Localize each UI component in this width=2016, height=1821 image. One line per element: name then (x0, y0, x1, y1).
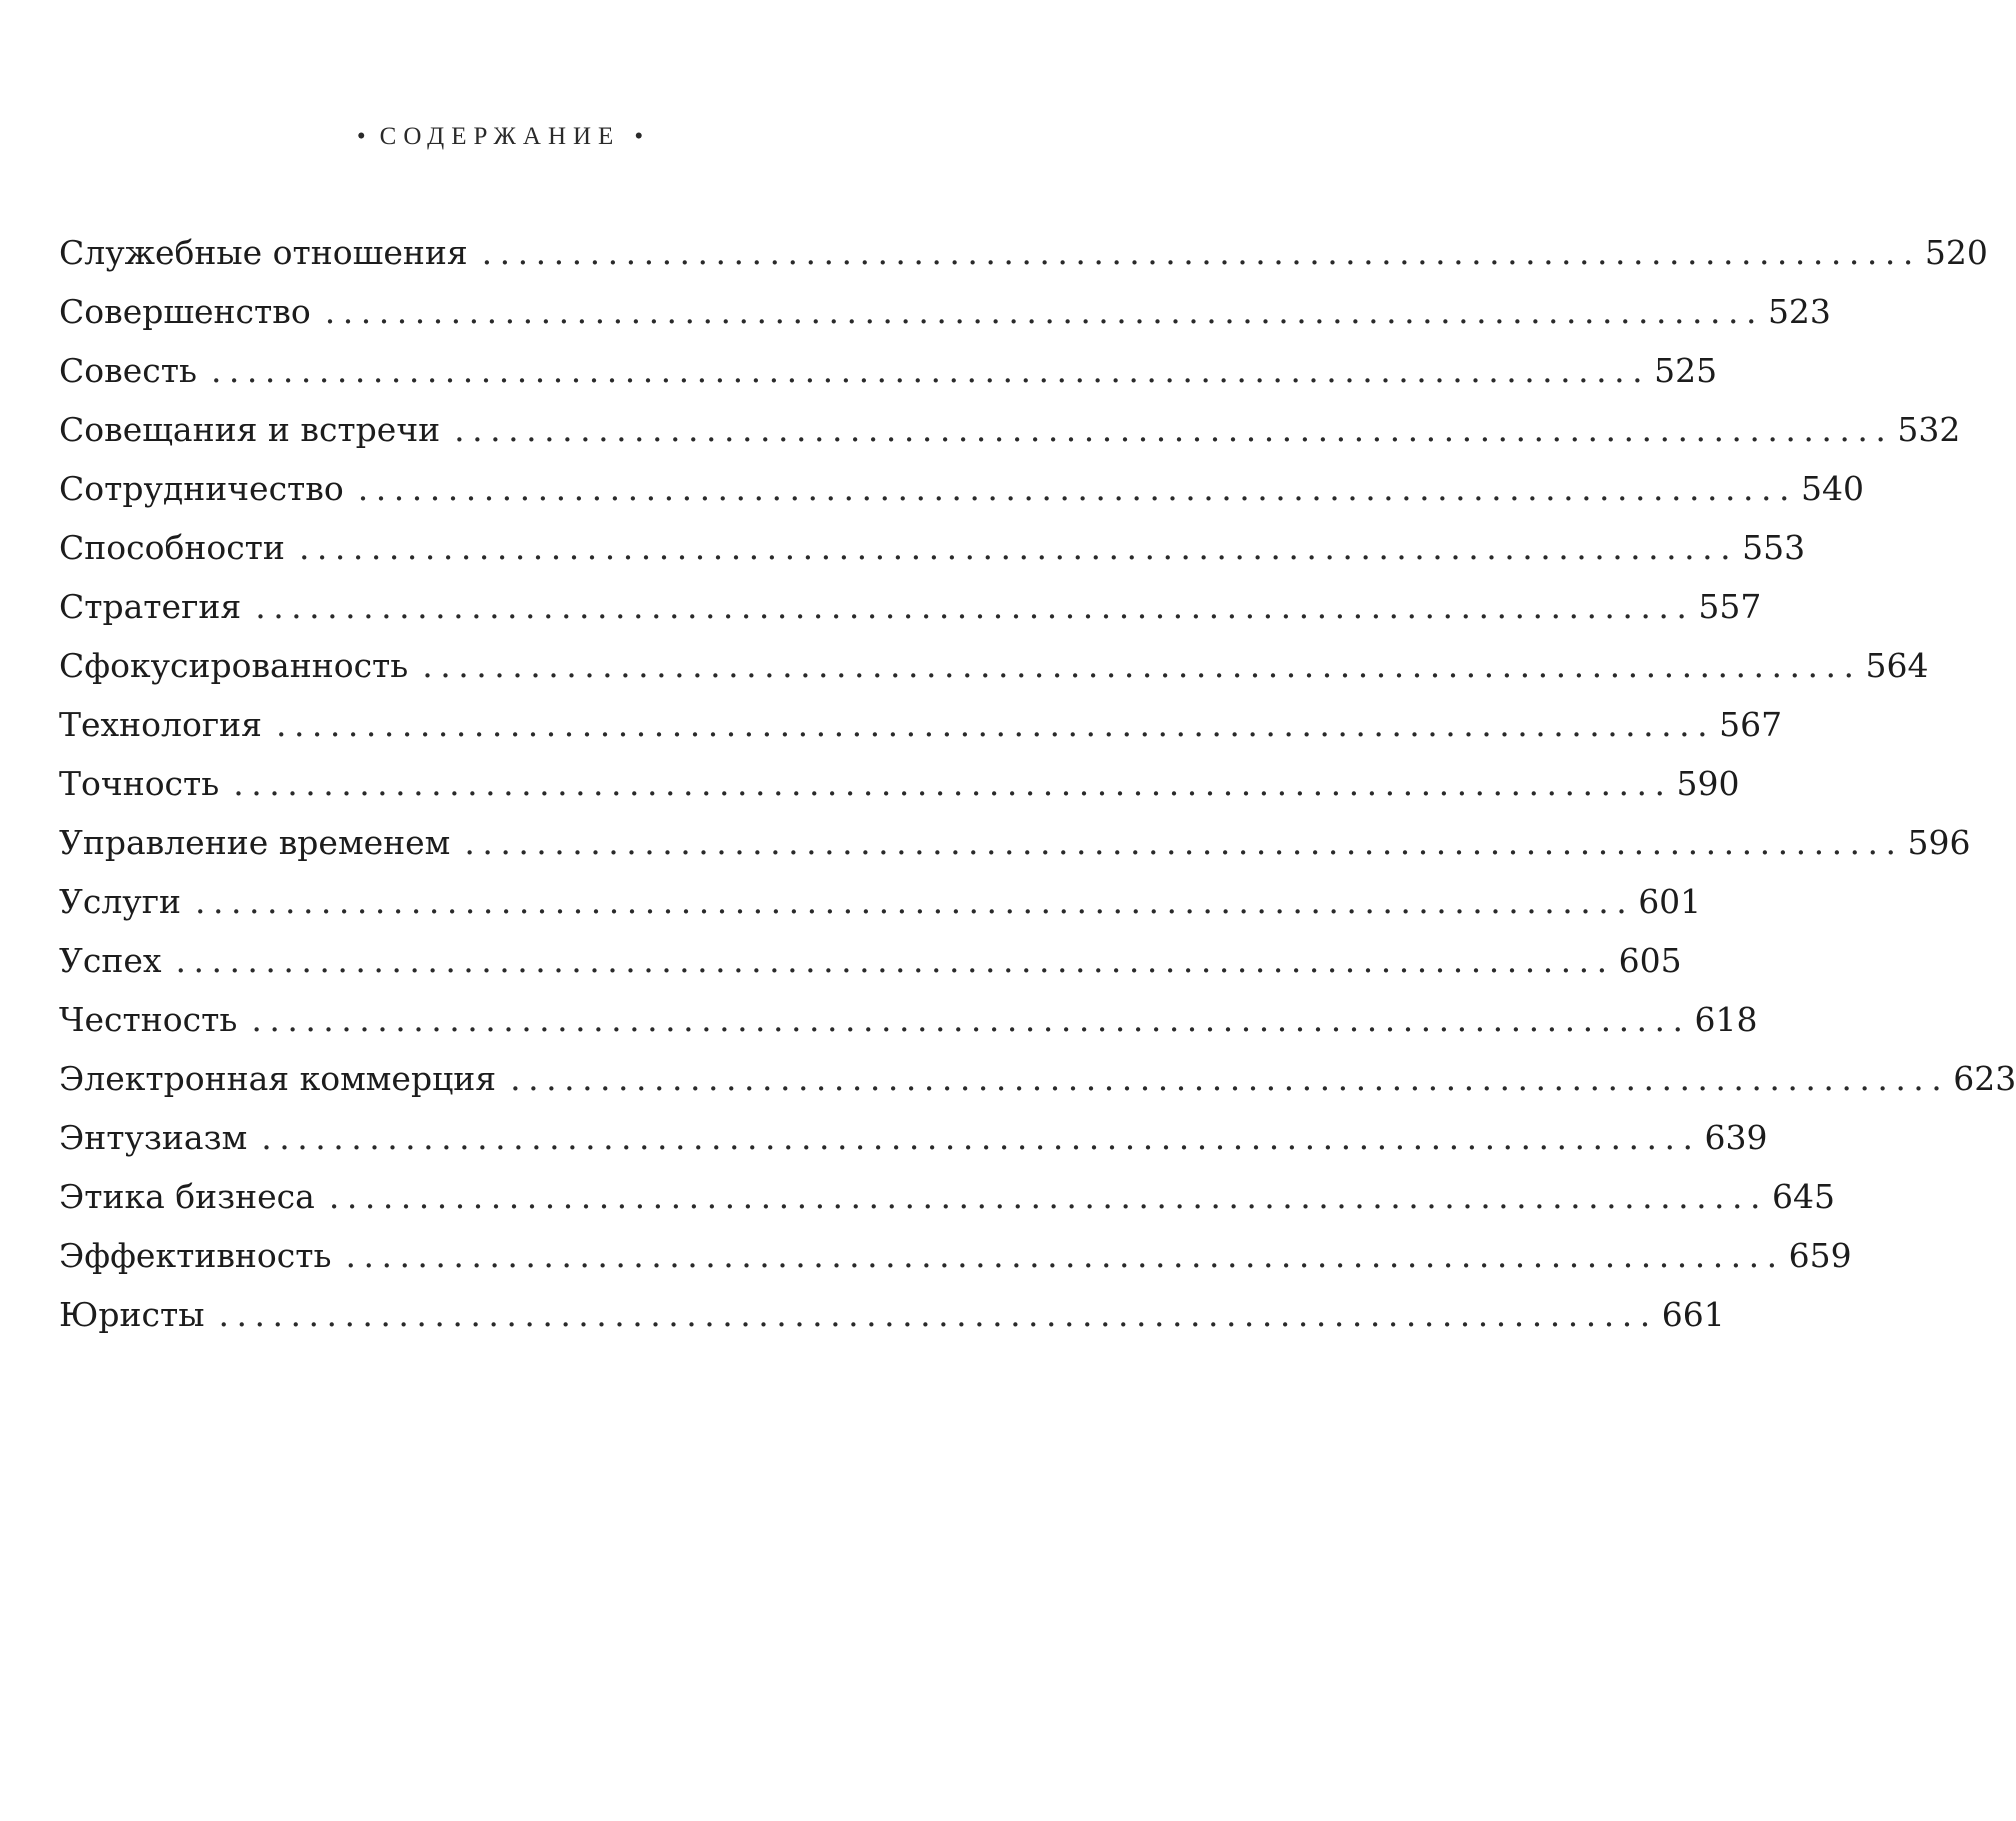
toc-entry[interactable] (59, 1055, 2016, 1114)
toc-entry[interactable] (59, 642, 1929, 701)
toc-dot-leader: ................................................................................ (464, 823, 1904, 862)
toc-dot-leader: ................................................................................ (218, 1295, 1658, 1334)
toc-dot-leader: ................................................................................ (175, 941, 1615, 980)
toc-entry-title: Сотрудничество (59, 469, 344, 508)
toc-dot-leader: ................................................................................ (275, 705, 1716, 744)
toc-entry-title: Технология (59, 705, 262, 744)
contents-header (0, 122, 1000, 152)
toc-entry[interactable] (59, 1114, 1768, 1173)
toc-dot-leader: ................................................................................ (261, 1118, 1701, 1157)
toc-entry[interactable] (59, 347, 1718, 406)
toc-dot-leader: ................................................................................ (357, 469, 1797, 508)
toc-entry-title: Совесть (59, 351, 197, 390)
toc-entry-page-number: 645 (1772, 1177, 1836, 1216)
toc-entry-page-number: 590 (1676, 764, 1740, 803)
toc-entry-page-number: 532 (1897, 410, 1961, 449)
toc-entry-title: Этика бизнеса (59, 1177, 315, 1216)
toc-entry-page-number: 540 (1800, 469, 1864, 508)
toc-dot-leader: ................................................................................ (210, 351, 1651, 390)
toc-entry-page-number: 623 (1953, 1059, 2016, 1098)
toc-entry[interactable] (59, 878, 1702, 937)
toc-dot-leader: ................................................................................ (481, 233, 1921, 272)
toc-entry-title: Успех (59, 941, 162, 980)
toc-dot-leader: ................................................................................ (233, 764, 1673, 803)
toc-dot-leader: ................................................................................ (454, 410, 1894, 449)
toc-entry-title: Совещания и встречи (59, 410, 441, 449)
toc-dot-leader: ................................................................................ (422, 646, 1862, 685)
toc-dot-leader: ................................................................................ (345, 1236, 1785, 1275)
toc-dot-leader: ................................................................................ (328, 1177, 1769, 1216)
toc-entry-title: Сфокусированность (59, 646, 409, 685)
toc-dot-leader: ................................................................................ (255, 587, 1695, 626)
toc-entry[interactable] (59, 229, 1988, 288)
toc-entry[interactable] (59, 996, 1758, 1055)
toc-entry[interactable] (59, 583, 1762, 642)
toc-dot-leader: ................................................................................ (324, 292, 1764, 331)
toc-dot-leader: ................................................................................ (510, 1059, 1950, 1098)
toc-entry-title: Служебные отношения (59, 233, 468, 272)
toc-entry[interactable] (59, 1291, 1725, 1350)
toc-entry[interactable] (59, 701, 1783, 760)
toc-entry-page-number: 596 (1907, 823, 1971, 862)
toc-entry-title: Способности (59, 528, 285, 567)
toc-entry[interactable] (59, 1232, 1852, 1291)
toc-dot-leader: ................................................................................ (195, 882, 1635, 921)
header-dot-left: • (356, 123, 366, 150)
toc-entry-title: Честность (59, 1000, 238, 1039)
toc-entry-page-number: 605 (1618, 941, 1682, 980)
toc-entry-page-number: 564 (1865, 646, 1929, 685)
toc-entry-page-number: 523 (1767, 292, 1831, 331)
toc-dot-leader: ................................................................................ (298, 528, 1739, 567)
toc-entry-page-number: 661 (1661, 1295, 1725, 1334)
toc-entry-page-number: 618 (1694, 1000, 1758, 1039)
toc-entry-title: Эффективность (59, 1236, 332, 1275)
toc-entry[interactable] (59, 288, 1831, 347)
toc-entry[interactable] (59, 937, 1682, 996)
toc-entry[interactable] (59, 406, 1961, 465)
toc-entry-title: Услуги (59, 882, 181, 921)
toc-entry[interactable] (59, 1173, 1836, 1232)
header-dot-right: • (634, 123, 644, 150)
contents-title: СОДЕРЖАНИЕ (379, 123, 621, 150)
toc-entry[interactable] (59, 760, 1740, 819)
toc-entry-title: Энтузиазм (59, 1118, 248, 1157)
toc-entry-page-number: 557 (1698, 587, 1762, 626)
toc-entry-title: Стратегия (59, 587, 242, 626)
toc-entry-title: Юристы (59, 1295, 205, 1334)
toc-entry[interactable] (59, 524, 1806, 583)
toc-entry-page-number: 553 (1742, 528, 1806, 567)
toc-entry-title: Электронная коммерция (59, 1059, 497, 1098)
toc-entry-title: Точность (59, 764, 220, 803)
toc-entry-page-number: 525 (1654, 351, 1718, 390)
toc-entry-page-number: 567 (1719, 705, 1783, 744)
toc-dot-leader: ................................................................................ (251, 1000, 1691, 1039)
toc-entry-title: Управление временем (59, 823, 451, 862)
toc-entry-page-number: 520 (1924, 233, 1988, 272)
toc-entry-page-number: 601 (1638, 882, 1702, 921)
toc-entry[interactable] (59, 465, 1864, 524)
toc-entry-page-number: 639 (1704, 1118, 1768, 1157)
table-of-contents (59, 229, 2016, 1350)
toc-entry[interactable] (59, 819, 1971, 878)
toc-entry-title: Совершенство (59, 292, 311, 331)
toc-entry-page-number: 659 (1788, 1236, 1852, 1275)
